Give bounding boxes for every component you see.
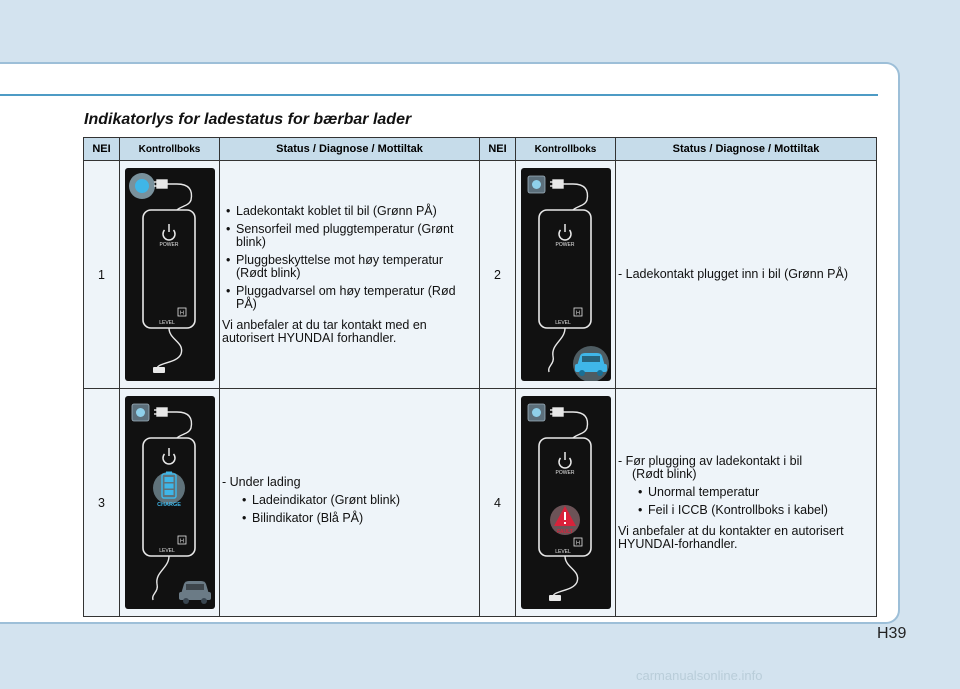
level-label: LEVEL <box>554 549 571 555</box>
header-kontrollboks-2: Kontrollboks <box>516 138 616 161</box>
header-rule <box>0 94 878 96</box>
note-text: Vi anbefaler at du kontakter en autorisert HYUNDAI-forhandler. <box>618 523 844 551</box>
plug-icon <box>153 367 165 373</box>
list-item: • Ladekontakt koblet til bil (Grønn PÅ) <box>222 205 477 218</box>
list-item: • Unormal temperatur <box>618 486 874 499</box>
fault-label: FAULT <box>556 529 573 535</box>
control-box-illustration-charging <box>125 396 215 609</box>
control-box-illustration-plugged <box>521 168 611 381</box>
control-box-illustration-connected <box>125 168 215 381</box>
charge-label: CHARGE <box>156 502 181 508</box>
status-cell <box>220 389 480 617</box>
status-table <box>83 137 877 617</box>
row-number: 4 <box>480 389 516 617</box>
power-label: POWER <box>555 242 574 248</box>
status-intro-detail: (Rødt blink) <box>632 466 697 481</box>
header-status-2: Status / Diagnose / Mottiltak <box>616 138 877 161</box>
level-badge: H <box>575 540 580 547</box>
status-cell <box>616 161 877 389</box>
level-badge: H <box>575 310 580 317</box>
note-text: Vi anbefaler at du tar kontakt med en autorisert HYUNDAI forhandler. <box>222 317 427 345</box>
indicator-light-icon <box>532 408 541 417</box>
table-row <box>84 389 877 617</box>
status-cell <box>616 389 877 617</box>
plug-icon <box>549 595 561 601</box>
header-kontrollboks-1: Kontrollboks <box>120 138 220 161</box>
power-label: POWER <box>159 242 178 248</box>
status-intro: - Under lading <box>222 474 301 489</box>
table-row <box>84 161 877 389</box>
header-nei-1: NEI <box>84 138 120 161</box>
list-item: • Feil i ICCB (Kontrollboks i kabel) <box>618 504 874 517</box>
status-intro: - Før plugging av ladekontakt i bil <box>618 453 803 468</box>
watermark: carmanualsonline.info <box>636 668 763 683</box>
header-nei-2: NEI <box>480 138 516 161</box>
level-badge: H <box>179 538 184 545</box>
row-number: 1 <box>84 161 120 389</box>
indicator-light-icon <box>532 180 541 189</box>
level-label: LEVEL <box>158 320 175 326</box>
table-header-row <box>84 138 877 161</box>
status-cell <box>220 161 480 389</box>
status-text: - Ladekontakt plugget inn i bil (Grønn PÅ) <box>618 267 848 281</box>
list-item: • Bilindikator (Blå PÅ) <box>222 512 477 525</box>
control-box-illustration-fault <box>521 396 611 609</box>
level-label: LEVEL <box>158 548 175 554</box>
indicator-light-icon <box>135 179 149 193</box>
level-label: LEVEL <box>554 320 571 326</box>
list-item: • Pluggadvarsel om høy temperatur (Rød PÅ) <box>222 285 477 311</box>
header-status-1: Status / Diagnose / Mottiltak <box>220 138 480 161</box>
list-item: • Ladeindikator (Grønt blink) <box>222 494 477 507</box>
row-number: 2 <box>480 161 516 389</box>
power-label: POWER <box>555 470 574 476</box>
level-badge: H <box>179 310 184 317</box>
list-item: • Pluggbeskyttelse mot høy temperatur (Rødt blink) <box>222 254 477 280</box>
row-number: 3 <box>84 389 120 617</box>
indicator-light-icon <box>136 408 145 417</box>
list-item: • Sensorfeil med pluggtemperatur (Grønt blink) <box>222 223 477 249</box>
page-title: Indikatorlys for ladestatus for bærbar lader <box>84 111 412 128</box>
page-number: H39 <box>877 625 907 642</box>
